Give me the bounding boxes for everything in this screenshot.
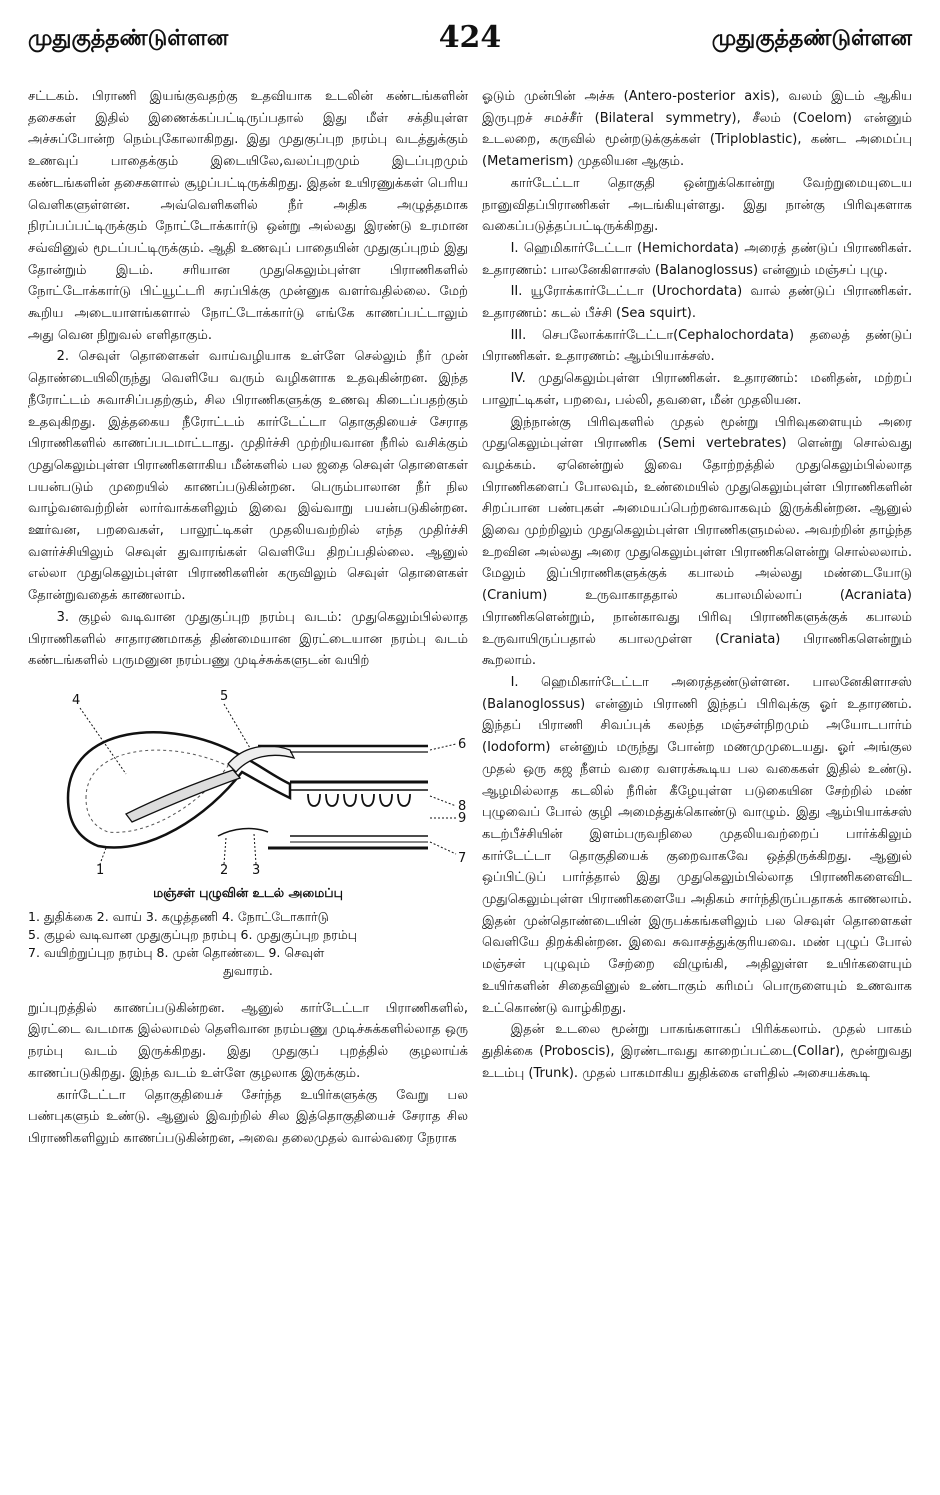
notochord-shape — [126, 770, 240, 822]
running-title-left: முதுகுத்தண்டுள்ளன — [28, 26, 229, 51]
figure-number: 6 — [458, 736, 467, 752]
figure-number: 4 — [72, 692, 81, 708]
figure-number: 8 — [458, 798, 467, 814]
figure-number: 3 — [252, 862, 261, 876]
paragraph: இந்நான்கு பிரிவுகளில் முதல் மூன்று பிரிவுகளையும் அரை முதுகெலும்புள்ள பிராணிக (Semi vertebrates) ளென்று சொல்வது வழக்கம். ஏனென்றுல் இவை தோற்றத்தில் முதுகெலும்பில்லாத பிராணிகளைப் போலவும், உண்மையில் முதுகெலும்புள்ள பிராணிகளின் சிறப்பான பண்புகள் அமையப்பெற்றனவாகவும் இருக்கின்றன. ஆனுல் இவை முற்றிலும் முதுகெலும்புள்ள பிராணிகளுமல்ல. அவற்றின் தாழ்ந்த உறவின அல்லது அரை முதுகெலும்புள்ள பிராணிகளென்று சொல்லலாம். மேலும் இப்பிராணிகளுக்குக் கபாலம் அல்லது மண்டையோடு (Cranium) உருவாகாததால் கபாலமில்லாப் (Acraniata) பிராணிகளென்றும், நான்காவது பிரிவு பிராணிகளுக்குக் கபாலம் உருவாயிருப்பதால் கபாலமுள்ள (Craniata) பிராணிகளென்றும் கூறலாம். — [482, 414, 912, 669]
paragraph: I. ஹெமிகார்டேட்டா (Hemichordata) அரைத் தண்டுப் பிராணிகள். உதாரணம்: பாலனேகிளாசஸ் (Balanoglossus) என்னும் மஞ்சப் புழு. — [482, 240, 912, 278]
legend-row: 1. துதிக்கை 2. வாய் 3. கழுத்தணி 4. நோட்டோகார்டு — [28, 908, 329, 924]
figure-number: 1 — [96, 862, 105, 876]
legend-row: 5. குழல் வடிவான முதுகுப்புற நரம்பு 6. முதுகுப்புற நரம்பு — [28, 926, 358, 942]
paragraph: கார்டேட்டா தொகுதியைச் சேர்ந்த உயிர்களுக்கு வேறு பல பண்புகளும் உண்டு. ஆனுல் இவற்றில் சில இத்தொகுதியைச் சேராத சில பிராணிகளிலும் காணப்படுகின்றன, அவை தலைமுதல் வால்வரை நேராக — [28, 1087, 468, 1146]
paragraph: சட்டகம். பிராணி இயங்குவதற்கு உதவியாக உடலின் கண்டங்களின் தசைகள் இதில் இணைக்கப்பட்டிருப்பதால் இது மீள் சக்தியுள்ள அச்சுப்போன்ற நெம்புகோலாகிறது. இது முதுகுப்புற நரம்பு வடத்துக்கும் உணவுப் பாதைக்கும் இடையிலே,வலப்புறமும் இடப்புறமும் கண்டங்களின் தசைகளால் சூழப்பட்டிருக்கிறது. இதன் உயிரணுக்கள் பெரிய வெளிகளுள்ளன. அவ்வெளிகளில் நீர் அதிக அழுத்தமாக நிரப்பப்பட்டிருக்கும் நோட்டோக்கார்டு ஒன்று அல்லது இரண்டு உரமான சவ்வினுல் மூடப்பட்டிருக்கும். ஆதி உணவுப் பாதையின் முதுகுப்புறம் இது தோன்றும் இடம். சரியான முதுகெலும்புள்ள பிராணிகளில் நோட்டோக்கார்டு பிட்யூட்டரி சுரப்பிக்கு முன்னுக வளர்வதில்லை. மேற் கூறிய அடையாளங்களால் நோட்டோக்கார்டு எங்கே காணப்பட்டாலும் அது வென நிறுவல் எளிதாகும். — [28, 89, 468, 343]
right-column — [482, 86, 912, 1084]
figure-number: 7 — [458, 850, 467, 866]
paragraph: இதன் உடலை மூன்று பாகங்களாகப் பிரிக்கலாம். முதல் பாகம் துதிக்கை (Proboscis), இரண்டாவது காறைப்பட்டை(Collar), மூன்றுவது உடம்பு (Trunk). முதல் பாகமாகிய துதிக்கை எளிதில் அசையக்கூடி — [482, 1022, 912, 1081]
paragraph: II. யூரோக்கார்டேட்டா (Urochordata) வால் தண்டுப் பிராணிகள். உதாரணம்: கடல் பீச்சி (Sea squirt). — [482, 284, 912, 322]
page-header — [28, 18, 912, 68]
running-title-right: முதுகுத்தண்டுள்ளன — [711, 26, 912, 51]
paragraph: IV. முதுகெலும்புள்ள பிராணிகள். உதாரணம்: மனிதன், மற்றப் பாலூட்டிகள், பறவை, பல்லி, தவளை, மீன் முதலியன. — [482, 371, 912, 408]
mouth-shape — [218, 828, 268, 835]
figure-number: 2 — [220, 862, 229, 876]
left-column — [28, 86, 468, 1150]
diagram-svg — [28, 686, 468, 876]
figure-caption: மஞ்சள் புழுவின் உடல் அமைப்பு — [153, 884, 343, 900]
paragraph: றுப்புறத்தில் காணப்படுகின்றன. ஆனுல் கார்டேட்டா பிராணிகளில், இரட்டை வடமாக இல்லாமல் தெளிவான நரம்பணு முடிச்சுக்களில்லாத ஒரு நரம்பு வடம் இருக்கிறது. இது முதுகுப் புறத்தில் குழலாய்க் காணப்படுகிறது. இந்த வடம் உள்ளே குழலாக இருக்கும். — [28, 1000, 468, 1081]
proboscis-inner — [86, 750, 228, 832]
paragraph: 3. குழல் வடிவான முதுகுப்புற நரம்பு வடம்: முதுகெலும்பில்லாத பிராணிகளில் சாதாரணமாகத் திண்மையான இரட்டையான நரம்பு வடம் கண்டங்களில் பருமனுன நரம்பணு முடிச்சுக்களுடன் வயிற் — [28, 609, 468, 669]
paragraph: 2. செவுள் தொளைகள் வாய்வழியாக உள்ளே செல்லும் நீர் முன் தொண்டையிலிருந்து வெளியே வரும் வழிகளாக உதவுகின்றன. இந்த நீரோட்டம் சுவாசிப்பதற்கும், சில பிராணிகளுக்கு உணவு கிடைப்பதற்கும் உதவுகிறது. இத்தகைய நீரோட்டம் கார்டேட்டா தொகுதியைச் சேராத பிராணிகளில் காணப்படமாட்டாது. முதிர்ச்சி முற்றியவான நீரில் வசிக்கும் முதுகெலும்புள்ள பிராணிகளாகிய மீன்களில் பல ஜதை செவுள் தொளைகள் பயன்படும் முறையில் காணப்படுகின்றன. பெரும்பாலான நீர் நில வாழ்வனவற்றின் லார்வாக்களிலும் இவை இவ்வாறு பயன்படுகின்றன. ஊர்வன, பறவைகள், பாலூட்டிகள் முதலியவற்றில் எந்த முதிர்ச்சி வளர்ச்சியிலும் செவுள் துவாரங்கள் வெளியே திறப்பதில்லை. ஆனுல் எல்லா முதுகெலும்புள்ள பிராணிகளின் கருவிலும் செவுள் தொளைகள் தோன்றுவதைக் காணலாம். — [28, 349, 468, 604]
paragraph: I. ஹெமிகார்டேட்டா அரைத்தண்டுள்ளன. பாலனேகிளாசஸ் (Balanoglossus) என்னும் பிராணி இந்தப் பிரிவுக்கு ஓர் உதாரணம். இந்தப் பிராணி சிவப்புக் கலந்த மஞ்சள்நிறமும் அயோடபார்ம் (Iodoform) என்னும் மருந்து போன்ற மணமுமுடையது. ஓர் அங்குல முதல் ஒரு கஜ நீளம் வரை வளரக்கூடிய பல வகைகள் இதில் உண்டு. ஆழமில்லாத கடலில் நீரின் கீழேயுள்ள படுகையின சேற்றில் மண் புழுவைப் போல் குழி அமைத்துக்கொண்டு வாழும். இது ஆம்பியாக்சஸ் கடற்பீச்சியின் இளம்பருவநிலை முதலியவற்றைப் பார்க்கிலும் கார்டேட்டா தொகுதியைக் குறைவாகவே ஒத்திருக்கிறது. ஆனுல் ஒப்பிட்டுப் பார்த்தால் இது முதுகெலும்பில்லாத பிராணிகளைவிட முதுகெலும்புள்ள பிராணிகளையே அதிகம் சார்ந்திருப்பதாகக் காணலாம். இதன் முன்தொண்டையின் இருபக்கங்களிலும் பல செவுள் தொளைகள் வெளியே திறக்கின்றன. இவை சுவாசத்துக்குரியவை. மண் புழுப் போல் மஞ்சள் புழுவும் சேற்றை விழுங்கி, அதிலுள்ள உயிர்களையும் உயிர்களின் சிதைவினுல் உண்டாகும் கரிமப் பொருளையும் உணவாக உட்கொண்டு வாழ்கிறது. — [482, 674, 912, 1016]
figure-legend — [28, 908, 468, 980]
page-number: 424 — [438, 20, 502, 55]
paragraph: ஓடும் முன்பின் அச்சு (Antero-posterior axis), வலம் இடம் ஆகிய இருபுறச் சமச்சீர் (Bilateral symmetry), சீலம் (Coelom) என்னும் உடலறை, கருவில் மூன்றடுக்குக்கள் (Triploblastic), கண்ட அமைப்பு (Metamerism) முதலியன ஆகும். — [482, 89, 912, 170]
balanoglossus-diagram — [28, 686, 468, 876]
paragraph: கார்டேட்டா தொகுதி ஒன்றுக்கொன்று வேற்றுமையுடைய நானுவிதப்பிராணிகள் அடங்கியுள்ளது. இது நான்கு பிரிவுகளாக வகைப்படுத்தப்பட்டிருக்கிறது. — [482, 175, 912, 235]
figure-number: 5 — [220, 688, 229, 704]
paragraph: III. செபலோக்கார்டேட்டா(Cephalochordata) தலைத் தண்டுப் பிராணிகள். உதாரணம்: ஆம்பியாக்சஸ். — [482, 327, 912, 365]
gill-slits — [308, 794, 410, 806]
figure-number: 9 — [458, 810, 467, 826]
legend-row: 7. வயிற்றுப்புற நரம்பு 8. முன் தொண்டை 9. செவுள் — [28, 944, 325, 960]
legend-row: துவாரம். — [223, 962, 273, 978]
